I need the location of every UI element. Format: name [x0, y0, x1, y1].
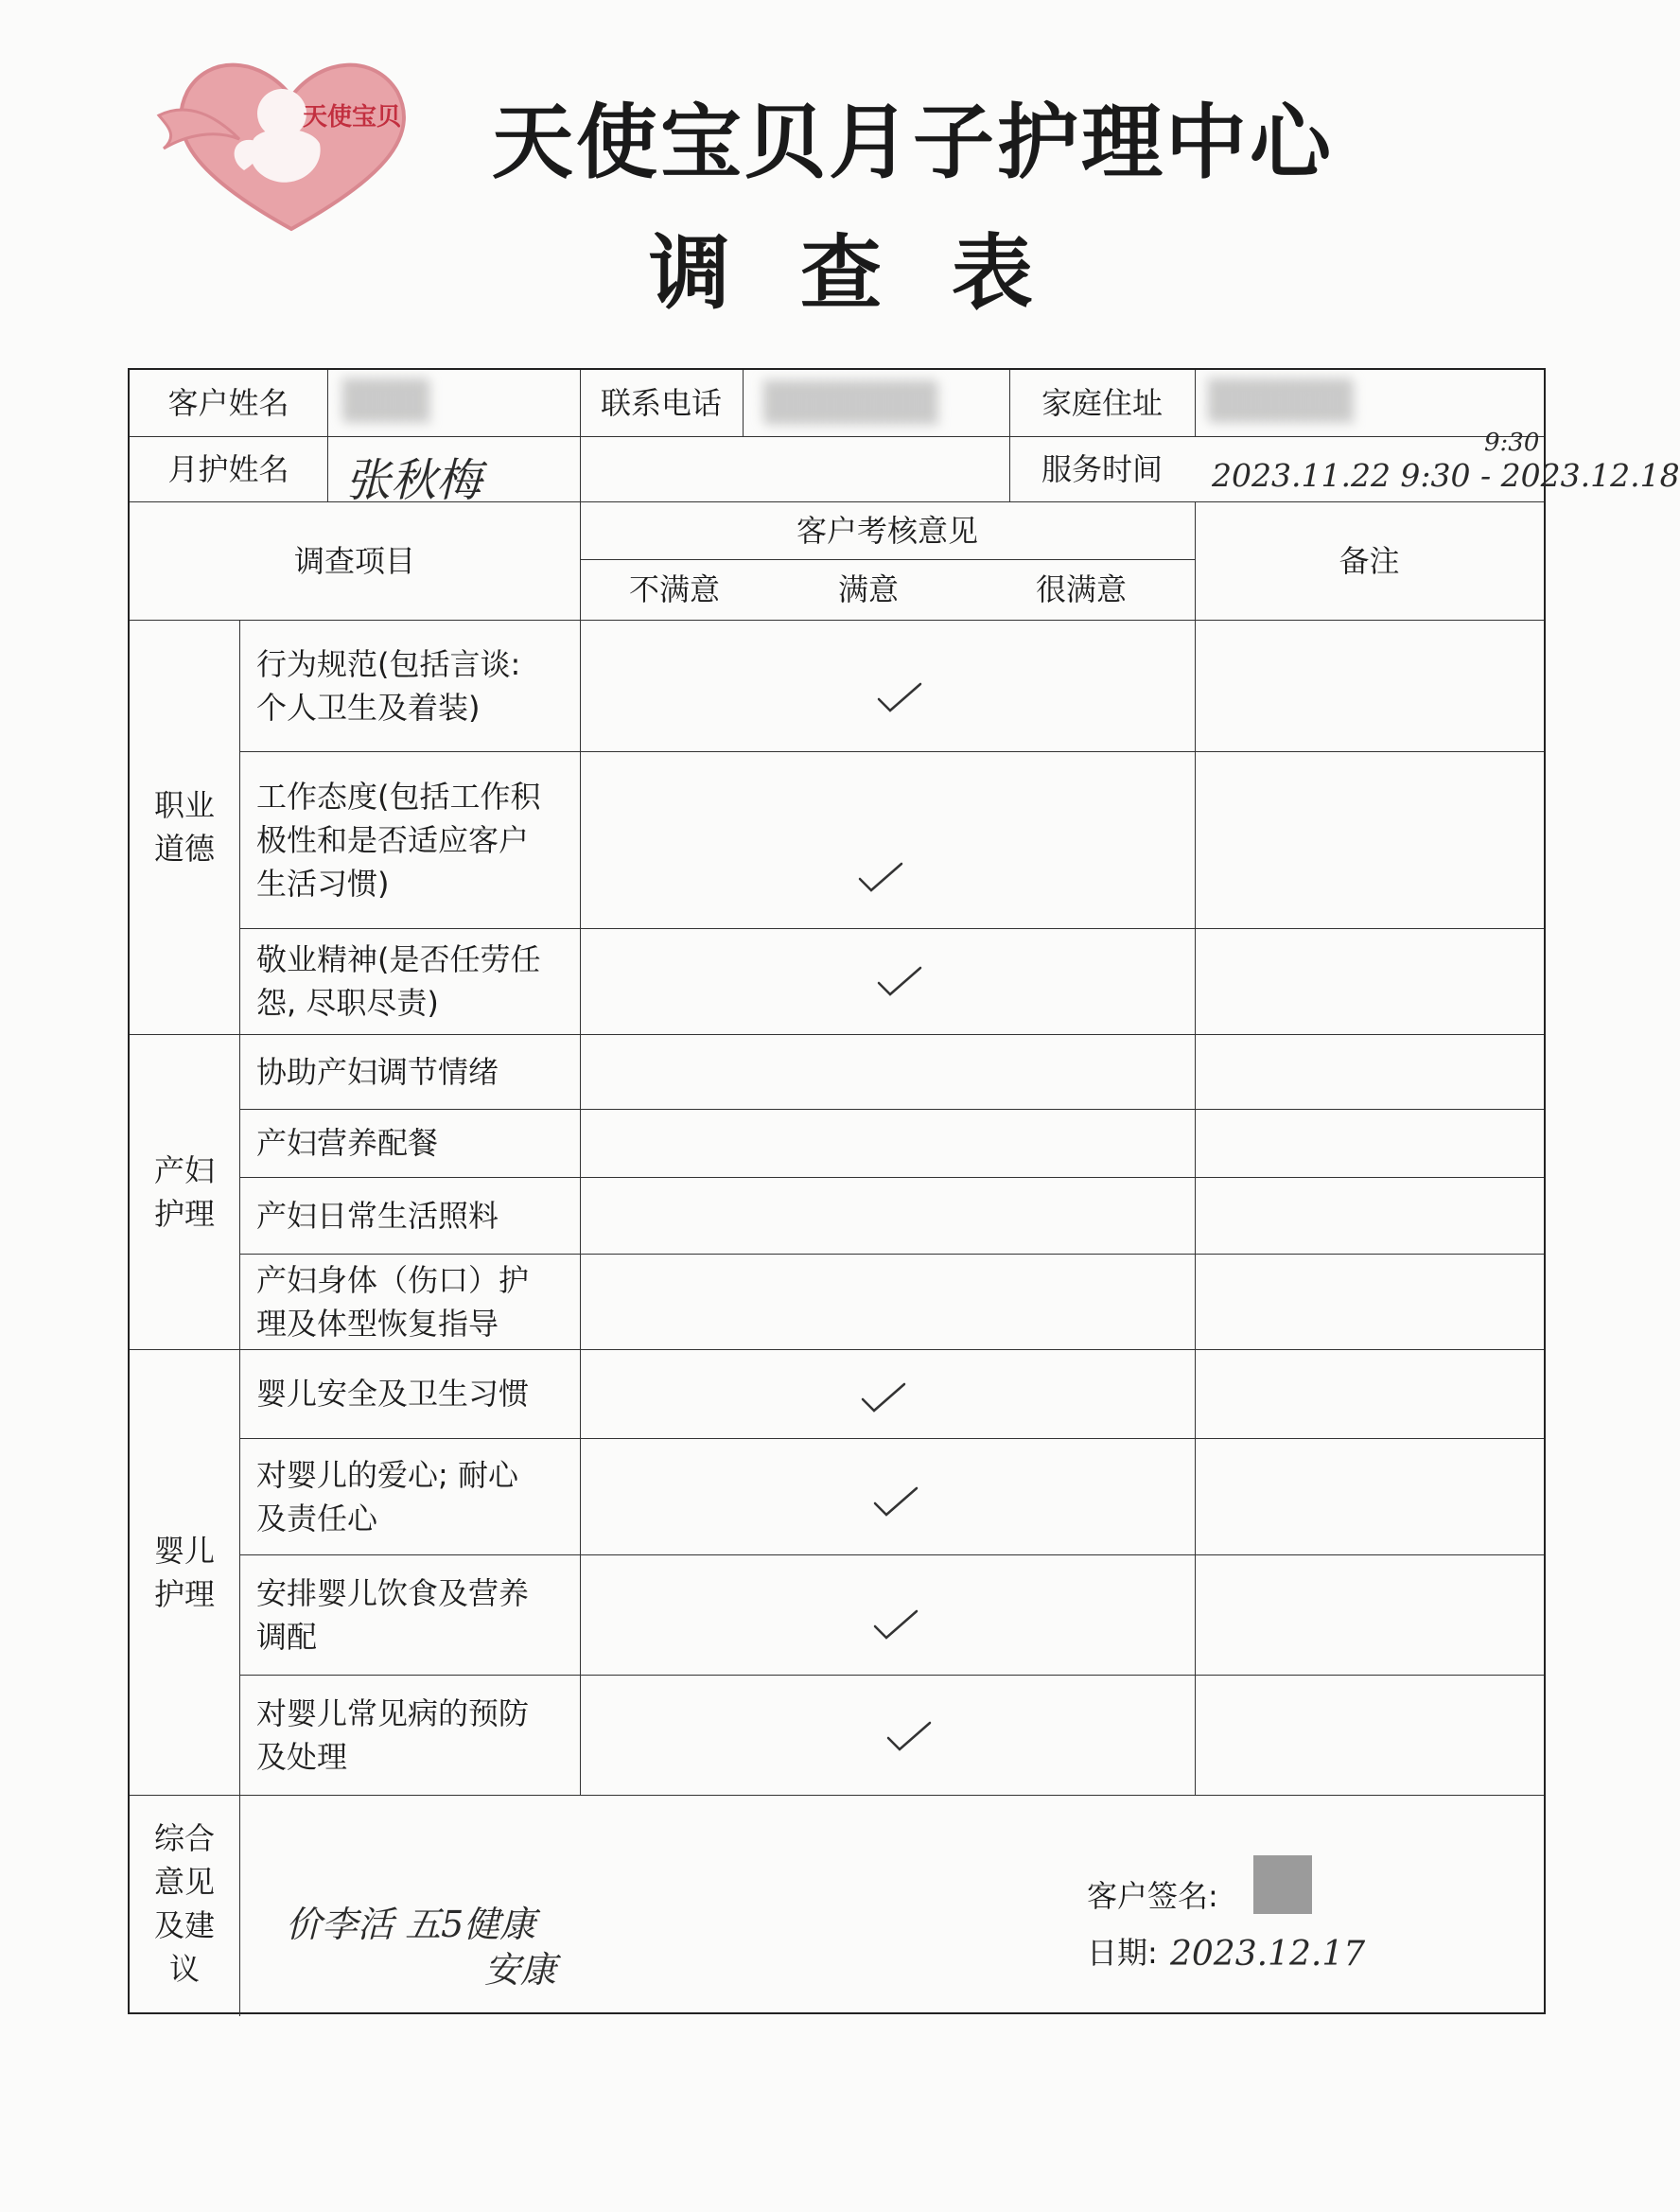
logo-text: 天使宝贝	[303, 103, 402, 132]
category-professional-ethics: 职业 道德	[153, 787, 215, 867]
item-infant-safety: 婴儿安全及卫生习惯	[256, 1376, 530, 1412]
item-work-attitude: 工作态度(包括工作积 极性和是否适应客户 生活习惯)	[256, 778, 541, 902]
signature-redacted	[1253, 1855, 1312, 1914]
item-infant-diet: 安排婴儿饮食及营养 调配	[256, 1574, 530, 1655]
item-nutrition-meals: 产妇营养配餐	[256, 1125, 439, 1161]
summary-handwriting-line2: 安康	[484, 1949, 557, 1991]
dissatisfied-header: 不满意	[628, 571, 720, 607]
date-value: 2023.12.17	[1170, 1935, 1366, 1974]
signature-label: 客户签名:	[1087, 1878, 1218, 1914]
category-infant-care: 婴儿 护理	[153, 1532, 215, 1612]
opinion-header: 客户考核意见	[796, 512, 978, 549]
item-daily-care: 产妇日常生活照料	[256, 1197, 499, 1234]
survey-item-header: 调查项目	[293, 542, 415, 579]
check-mark-icon	[861, 1382, 906, 1414]
customer-name-label: 客户姓名	[167, 385, 289, 421]
check-mark-icon	[886, 1721, 932, 1753]
center-name-title: 天使宝贝月子护理中心	[492, 96, 1334, 190]
satisfied-header: 满意	[837, 571, 899, 607]
phone-value: ▒▒▒▒▒▒	[763, 381, 938, 425]
item-mood-regulation: 协助产妇调节情绪	[256, 1053, 499, 1090]
check-mark-icon	[877, 682, 922, 714]
check-mark-icon	[877, 966, 922, 998]
customer-name-value: ▒▒▒	[342, 379, 430, 423]
angel-baby-logo	[149, 49, 443, 237]
form-title: 调 查 表	[649, 226, 1054, 321]
survey-form-table	[128, 368, 1680, 2014]
category-maternal-care: 产妇 护理	[153, 1151, 215, 1232]
remarks-header: 备注	[1339, 542, 1400, 579]
item-body-recovery: 产妇身体（伤口）护 理及体型恢复指导	[256, 1261, 530, 1342]
item-infant-disease: 对婴儿常见病的预防 及处理	[256, 1694, 530, 1775]
check-mark-icon	[873, 1609, 919, 1641]
date-label: 日期:	[1087, 1935, 1158, 1971]
service-time-label: 服务时间	[1041, 450, 1163, 487]
item-dedication: 敬业精神(是否任劳任 怨, 尽职尽责)	[256, 941, 541, 1021]
nurse-name-value: 张秋梅	[345, 454, 482, 507]
check-mark-icon	[873, 1486, 919, 1519]
item-infant-love: 对婴儿的爱心; 耐心 及责任心	[256, 1456, 518, 1536]
item-behavior-norms: 行为规范(包括言谈: 个人卫生及着装)	[256, 645, 521, 726]
service-time-extra: 9:30	[1484, 429, 1540, 457]
phone-label: 联系电话	[600, 385, 722, 421]
nurse-name-label: 月护姓名	[167, 450, 289, 487]
summary-label: 综合 意见 及建 议	[153, 1820, 215, 1987]
service-time-value: 2023.11.22 9:30 - 2023.12.18	[1212, 457, 1680, 494]
very-satisfied-header: 很满意	[1035, 571, 1127, 607]
summary-handwriting-line1: 价李活 五5健康	[286, 1904, 536, 1945]
address-value: ▒▒▒▒▒	[1208, 379, 1354, 423]
check-mark-icon	[858, 862, 903, 894]
address-label: 家庭住址	[1041, 385, 1163, 421]
